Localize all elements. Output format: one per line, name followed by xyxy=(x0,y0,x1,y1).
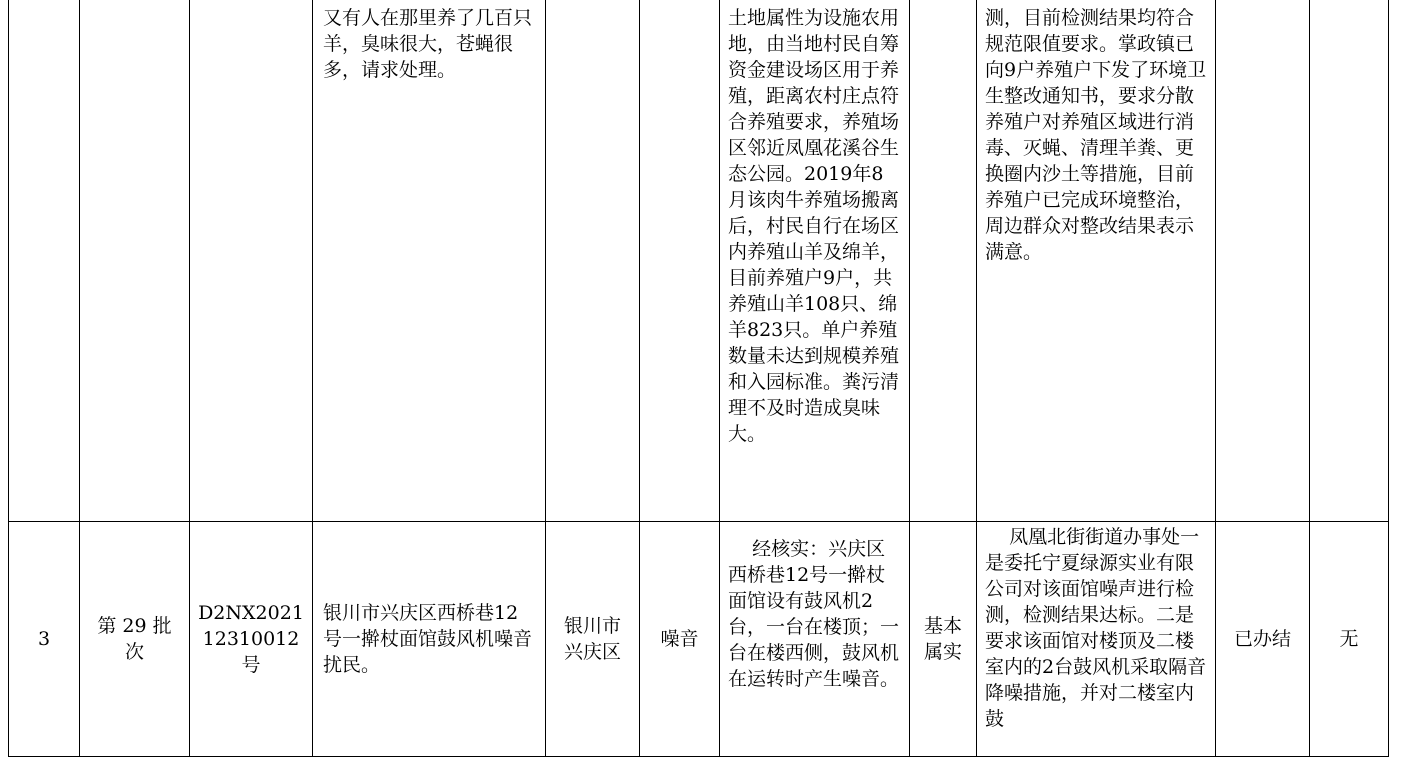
verification-cell xyxy=(720,0,910,522)
verification-cell xyxy=(720,522,910,757)
batch-label: 第 29 批次 xyxy=(97,615,172,663)
complaint-table xyxy=(8,0,1389,757)
batch-cell xyxy=(80,0,190,522)
code-cell xyxy=(190,0,313,522)
status-cell xyxy=(1216,522,1310,757)
result-cell xyxy=(977,0,1216,522)
complaint-cell xyxy=(313,0,546,522)
district-cell xyxy=(546,522,640,757)
status-cell xyxy=(1216,0,1310,522)
district-text: 银川市兴庆区 xyxy=(563,615,621,663)
complaint-text: 银川市兴庆区西桥巷12号一擀杖面馆鼓风机噪音扰民。 xyxy=(323,602,533,676)
verification-text: 土地属性为设施农用地，由当地村民自筹资金建设场区用于养殖，距离农村庄点符合养殖要求，养殖场区邻近凤凰花溪谷生态公园。2019年8月该肉牛养殖场搬离后，村民自行在场区内养殖山羊及绵羊，目前养殖户9户，共养殖山羊108只、绵羊823只。单户养殖数量未达到规模养殖和入园标准。粪污清理不及时造成臭味大。 xyxy=(728,7,900,445)
result-text: 测，目前检测结果均符合规范限值要求。掌政镇已向9户养殖户下发了环境卫生整改通知书，要求分散养殖户对养殖区域进行消毒、灭蝇、清理羊粪、更换圈内沙土等措施，目前养殖户已完成环境整治，周边群众对整改结果表示满意。 xyxy=(985,7,1207,263)
table-row xyxy=(9,522,1389,757)
accountability-cell xyxy=(1310,522,1389,757)
batch-cell xyxy=(80,522,190,757)
pollution-type: 噪音 xyxy=(660,628,699,650)
type-cell xyxy=(640,0,720,522)
complaint-cell xyxy=(313,522,546,757)
finding-cell xyxy=(910,0,977,522)
complaint-text: 又有人在那里养了几百只羊，臭味很大，苍蝇很多，请求处理。 xyxy=(323,7,533,81)
accountability-text: 无 xyxy=(1339,628,1359,650)
verification-text: 经核实：兴庆区西桥巷12号一擀杖面馆设有鼓风机2台，一台在楼顶；一台在楼西侧，鼓风机在运转时产生噪音。 xyxy=(728,538,900,690)
district-cell xyxy=(546,0,640,522)
result-text: 凤凰北街街道办事处一是委托宁夏绿源实业有限公司对该面馆噪声进行检测，检测结果达标。二是要求该面馆对楼顶及二楼室内的2台鼓风机采取隔音降噪措施，并对二楼室内鼓 xyxy=(985,526,1207,730)
accountability-cell xyxy=(1310,0,1389,522)
type-cell xyxy=(640,522,720,757)
row-index: 3 xyxy=(37,628,51,650)
case-code: D2NX202112310012号 xyxy=(198,602,304,676)
status-text: 已办结 xyxy=(1233,628,1291,650)
result-cell xyxy=(977,522,1216,757)
table-row xyxy=(9,0,1389,522)
index-cell xyxy=(9,0,80,522)
code-cell xyxy=(190,522,313,757)
finding-text: 基本属实 xyxy=(923,615,962,663)
index-cell xyxy=(9,522,80,757)
finding-cell xyxy=(910,522,977,757)
